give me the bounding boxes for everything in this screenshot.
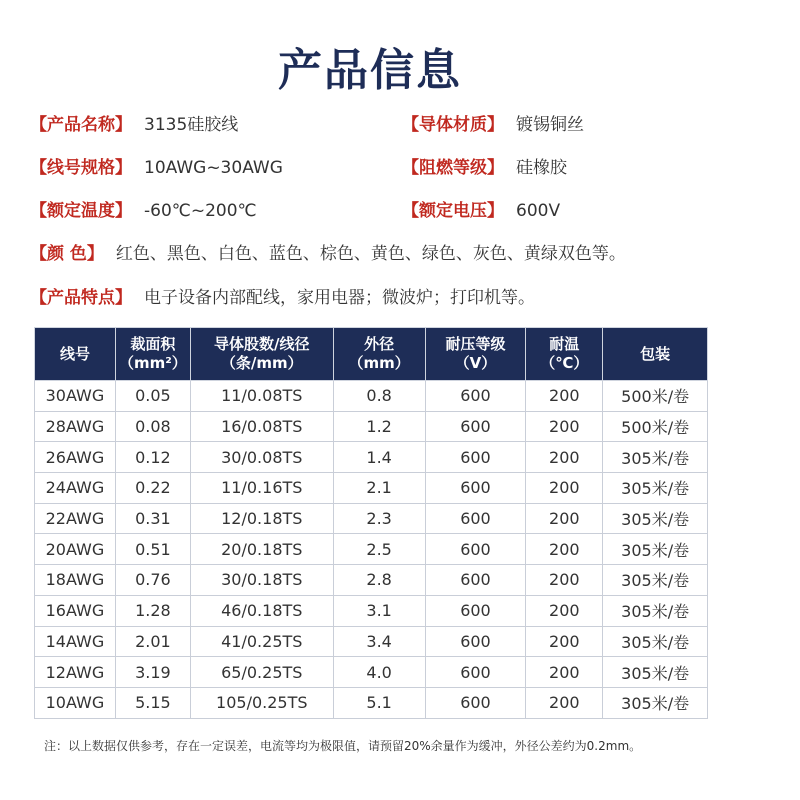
table-cell: 2.8 — [333, 565, 425, 596]
header-main: 导体股数/线径 — [214, 335, 310, 353]
table-cell: 4.0 — [333, 657, 425, 688]
table-cell: 0.76 — [115, 565, 190, 596]
table-cell: 305米/卷 — [603, 595, 708, 626]
header-unit: （条/mm） — [220, 354, 303, 372]
table-cell: 0.05 — [115, 381, 190, 412]
table-cell: 600 — [425, 473, 526, 504]
table-cell: 12AWG — [35, 657, 116, 688]
table-cell: 305米/卷 — [603, 657, 708, 688]
table-cell: 200 — [526, 473, 603, 504]
table-row — [35, 595, 708, 626]
table-cell: 500米/卷 — [603, 381, 708, 412]
header-outer-diameter — [333, 328, 425, 381]
table-header-row — [35, 328, 708, 381]
header-main: 耐压等级 — [445, 335, 506, 353]
table-cell: 600 — [425, 411, 526, 442]
table-cell: 0.12 — [115, 442, 190, 473]
info-label: 【额定温度】 — [30, 201, 132, 221]
spec-table — [34, 327, 708, 719]
info-value: 镀锡铜丝 — [516, 115, 584, 135]
table-cell: 2.5 — [333, 534, 425, 565]
info-row-flame — [402, 151, 567, 185]
footnote: 注：以上数据仅供参考，存在一定误差，电流等均为极限值，请预留20%余量作为缓冲，外径公差约为0.2mm。 — [44, 739, 642, 753]
table-cell: 200 — [526, 442, 603, 473]
info-row-temp — [30, 194, 257, 228]
table-cell: 16AWG — [35, 595, 116, 626]
table-row — [35, 657, 708, 688]
table-cell: 3.1 — [333, 595, 425, 626]
table-cell: 200 — [526, 534, 603, 565]
table-cell: 1.2 — [333, 411, 425, 442]
info-label: 【阻燃等级】 — [402, 158, 504, 178]
info-row-voltage — [402, 194, 560, 228]
table-cell: 30AWG — [35, 381, 116, 412]
table-cell: 200 — [526, 595, 603, 626]
table-cell: 500米/卷 — [603, 411, 708, 442]
table-cell: 30/0.08TS — [190, 442, 333, 473]
page-title: 产品信息 — [278, 45, 462, 96]
table-cell: 600 — [425, 442, 526, 473]
header-temperature — [526, 328, 603, 381]
info-value: 3135硅胶线 — [144, 115, 239, 135]
table-cell: 200 — [526, 411, 603, 442]
info-value: 硅橡胶 — [516, 158, 567, 178]
info-value: 10AWG~30AWG — [144, 158, 283, 178]
info-value: 电子设备内部配线，家用电器；微波炉；打印机等。 — [144, 288, 535, 308]
header-main: 耐温 — [549, 335, 580, 353]
table-cell: 200 — [526, 565, 603, 596]
header-main: 线号 — [59, 344, 90, 363]
table-cell: 0.51 — [115, 534, 190, 565]
table-cell: 305米/卷 — [603, 503, 708, 534]
info-label: 【导体材质】 — [402, 115, 504, 135]
table-cell: 18AWG — [35, 565, 116, 596]
table-cell: 305米/卷 — [603, 565, 708, 596]
table-row — [35, 411, 708, 442]
info-label: 【产品名称】 — [30, 115, 132, 135]
table-cell: 105/0.25TS — [190, 687, 333, 718]
table-cell: 22AWG — [35, 503, 116, 534]
header-unit: （mm²） — [118, 354, 187, 372]
info-label: 【额定电压】 — [402, 201, 504, 221]
info-label: 【线号规格】 — [30, 158, 132, 178]
table-cell: 600 — [425, 595, 526, 626]
table-cell: 30/0.18TS — [190, 565, 333, 596]
table-cell: 10AWG — [35, 687, 116, 718]
table-row — [35, 534, 708, 565]
table-row — [35, 626, 708, 657]
table-cell: 200 — [526, 503, 603, 534]
table-cell: 1.4 — [333, 442, 425, 473]
table-cell: 11/0.16TS — [190, 473, 333, 504]
table-cell: 0.08 — [115, 411, 190, 442]
info-value: 600V — [516, 201, 561, 221]
table-cell: 1.28 — [115, 595, 190, 626]
info-row-spec — [30, 151, 283, 185]
table-cell: 65/0.25TS — [190, 657, 333, 688]
table-cell: 2.01 — [115, 626, 190, 657]
info-label: 【产品特点】 — [30, 288, 132, 308]
table-cell: 305米/卷 — [603, 687, 708, 718]
header-voltage-rating — [425, 328, 526, 381]
header-cross-section — [115, 328, 190, 381]
table-cell: 600 — [425, 381, 526, 412]
info-label: 【颜 色】 — [30, 244, 104, 264]
table-cell: 3.4 — [333, 626, 425, 657]
table-cell: 2.3 — [333, 503, 425, 534]
header-main: 外径 — [364, 335, 395, 353]
table-cell: 16/0.08TS — [190, 411, 333, 442]
table-cell: 0.22 — [115, 473, 190, 504]
table-cell: 600 — [425, 565, 526, 596]
info-value: 红色、黑色、白色、蓝色、棕色、黄色、绿色、灰色、黄绿双色等。 — [115, 244, 626, 264]
table-cell: 0.8 — [333, 381, 425, 412]
table-cell: 200 — [526, 687, 603, 718]
table-cell: 200 — [526, 657, 603, 688]
table-cell: 5.15 — [115, 687, 190, 718]
table-row — [35, 473, 708, 504]
table-cell: 600 — [425, 626, 526, 657]
table-cell: 20/0.18TS — [190, 534, 333, 565]
table-cell: 26AWG — [35, 442, 116, 473]
table-cell: 200 — [526, 626, 603, 657]
table-cell: 14AWG — [35, 626, 116, 657]
table-row — [35, 565, 708, 596]
table-cell: 5.1 — [333, 687, 425, 718]
table-row — [35, 381, 708, 412]
header-unit: （mm） — [348, 354, 410, 372]
table-cell: 600 — [425, 687, 526, 718]
header-unit: （℃） — [540, 354, 589, 372]
table-row — [35, 503, 708, 534]
table-cell: 0.31 — [115, 503, 190, 534]
table-cell: 305米/卷 — [603, 626, 708, 657]
table-cell: 2.1 — [333, 473, 425, 504]
table-cell: 200 — [526, 381, 603, 412]
header-strands — [190, 328, 333, 381]
table-cell: 11/0.08TS — [190, 381, 333, 412]
header-unit: （V） — [454, 354, 497, 372]
header-packaging — [603, 328, 708, 381]
info-row-name — [30, 108, 238, 142]
header-main: 包装 — [640, 344, 671, 363]
table-cell: 305米/卷 — [603, 442, 708, 473]
header-main: 裁面积 — [130, 335, 176, 353]
table-cell: 600 — [425, 503, 526, 534]
header-wire-gauge — [35, 328, 116, 381]
info-row-material — [402, 108, 584, 142]
table-cell: 41/0.25TS — [190, 626, 333, 657]
table-cell: 20AWG — [35, 534, 116, 565]
table-body — [35, 381, 708, 719]
table-cell: 12/0.18TS — [190, 503, 333, 534]
table-cell: 600 — [425, 534, 526, 565]
table-row — [35, 687, 708, 718]
table-cell: 24AWG — [35, 473, 116, 504]
table-cell: 28AWG — [35, 411, 116, 442]
info-row-colors — [30, 237, 626, 271]
table-cell: 305米/卷 — [603, 534, 708, 565]
table-cell: 305米/卷 — [603, 473, 708, 504]
info-row-features — [30, 281, 535, 315]
table-cell: 3.19 — [115, 657, 190, 688]
table-cell: 46/0.18TS — [190, 595, 333, 626]
info-value: -60℃~200℃ — [144, 201, 257, 221]
table-row — [35, 442, 708, 473]
table-cell: 600 — [425, 657, 526, 688]
